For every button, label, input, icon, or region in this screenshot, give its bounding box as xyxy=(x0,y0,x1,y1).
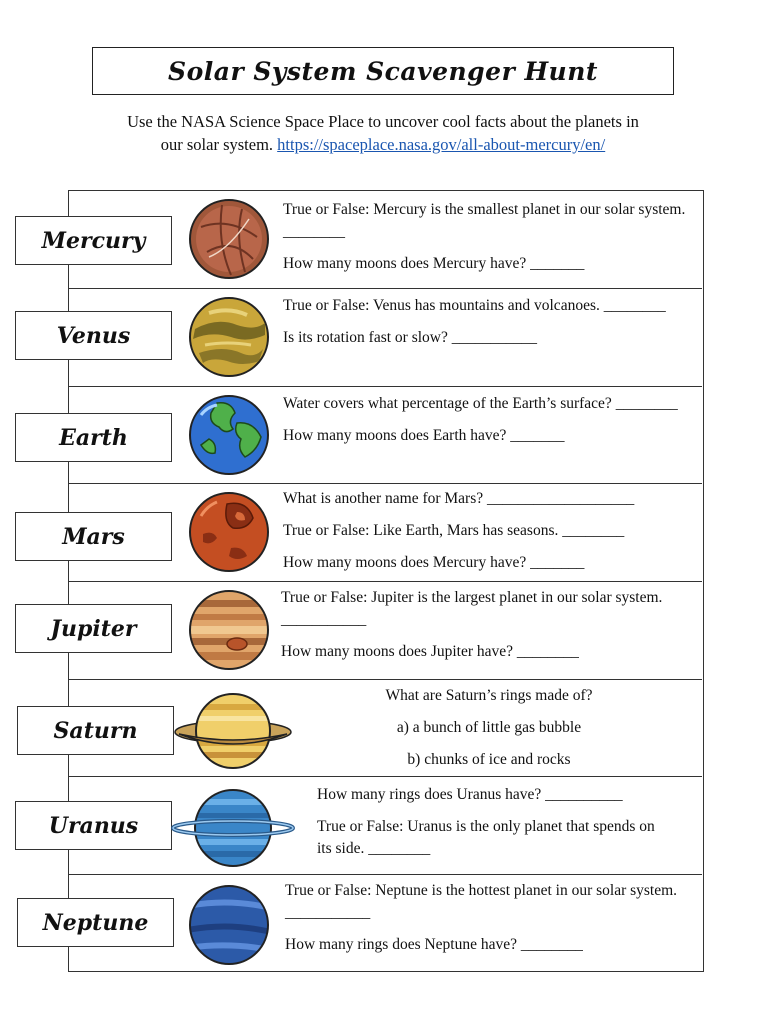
question: True or False: Uranus is the only planet that spends on its side. ________ xyxy=(317,818,655,857)
question: How many moons does Jupiter have? ________ xyxy=(281,643,579,660)
question: How many moons does Mercury have? _______ xyxy=(283,554,585,571)
questions-uranus xyxy=(317,784,657,870)
questions-mars xyxy=(283,488,693,584)
question: True or False: Neptune is the hottest planet in our solar system. ___________ xyxy=(285,882,678,921)
label-mercury: Mercury xyxy=(15,216,172,265)
question: How many rings does Uranus have? __________ xyxy=(317,786,623,803)
questions-mercury xyxy=(283,199,693,285)
question: True or False: Jupiter is the largest planet in our solar system. ___________ xyxy=(281,589,663,628)
earth-icon xyxy=(187,393,271,477)
mercury-icon xyxy=(187,197,271,281)
label-mars: Mars xyxy=(15,512,172,561)
nasa-space-place-link[interactable]: https://spaceplace.nasa.gov/all-about-mercury/en/ xyxy=(277,135,606,154)
questions-neptune xyxy=(285,880,695,966)
planet-worksheet xyxy=(68,190,704,972)
page-title: Solar System Scavenger Hunt xyxy=(168,56,598,86)
intro-text xyxy=(92,110,674,156)
label-saturn: Saturn xyxy=(17,706,174,755)
uranus-icon xyxy=(171,787,295,869)
questions-saturn xyxy=(319,685,659,781)
question: Is its rotation fast or slow? ___________ xyxy=(283,329,538,346)
mars-icon xyxy=(187,490,271,574)
jupiter-icon xyxy=(187,588,271,672)
answer-option-b: b) chunks of ice and rocks xyxy=(407,751,571,768)
questions-venus xyxy=(283,295,693,359)
question: How many rings does Neptune have? ________ xyxy=(285,936,583,953)
questions-earth xyxy=(283,393,693,457)
question: True or False: Mercury is the smallest planet in our solar system. ________ xyxy=(283,201,686,240)
neptune-icon xyxy=(187,883,271,967)
questions-jupiter xyxy=(281,587,691,673)
question: True or False: Like Earth, Mars has seasons. ________ xyxy=(283,522,625,539)
title-box xyxy=(92,47,674,95)
answer-option-a: a) a bunch of little gas bubble xyxy=(396,719,582,736)
venus-icon xyxy=(187,295,271,379)
question: How many moons does Mercury have? _______ xyxy=(283,255,585,272)
label-venus: Venus xyxy=(15,311,172,360)
question: What are Saturn’s rings made of? xyxy=(385,687,593,704)
question: True or False: Venus has mountains and volcanoes. ________ xyxy=(283,297,666,314)
label-neptune: Neptune xyxy=(17,898,174,947)
intro-line-2: our solar system. xyxy=(160,135,274,154)
question: What is another name for Mars? ___________________ xyxy=(283,490,635,507)
label-earth: Earth xyxy=(15,413,172,462)
label-uranus: Uranus xyxy=(15,801,172,850)
saturn-icon xyxy=(173,690,293,772)
question: Water covers what percentage of the Earth’s surface? ________ xyxy=(283,395,678,412)
intro-line-1: Use the NASA Science Space Place to uncover cool facts about the planets in xyxy=(127,112,639,131)
label-jupiter: Jupiter xyxy=(15,604,172,653)
question: How many moons does Earth have? _______ xyxy=(283,427,565,444)
